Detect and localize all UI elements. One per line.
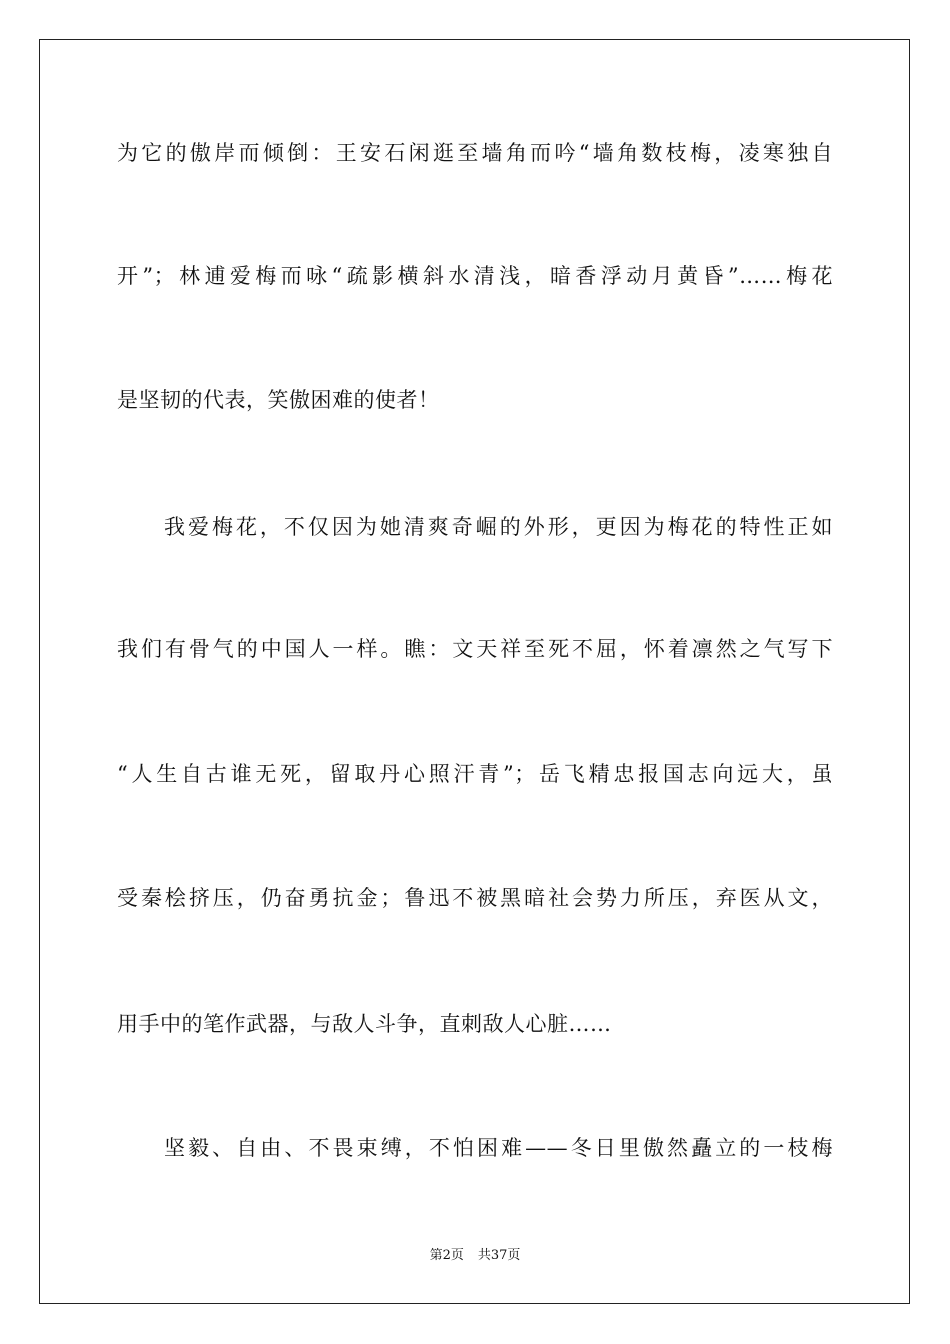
text-line: 受秦桧挤压，仍奋勇抗金；鲁迅不被黑暗社会势力所压，弃医从文， (117, 886, 833, 910)
total-pages: 共37页 (477, 1248, 521, 1263)
text-line: 为它的傲岸而倾倒：王安石闲逛至墙角而吟“墙角数枝梅，凌寒独自 (117, 141, 833, 165)
page-footer (0, 1247, 950, 1265)
text-line: 我们有骨气的中国人一样。瞧：文天祥至死不屈，怀着凛然之气写下 (117, 637, 833, 661)
text-line: 用手中的笔作武器，与敌人斗争，直刺敌人心脏…… (117, 1012, 612, 1036)
page-frame (39, 39, 910, 1304)
page-number: 第2页 (429, 1248, 464, 1263)
text-line: “人生自古谁无死，留取丹心照汗青”；岳飞精忠报国志向远大，虽 (117, 762, 833, 786)
paragraph-first-line: 我爱梅花，不仅因为她清爽奇崛的外形，更因为梅花的特性正如 (164, 515, 833, 539)
paragraph-first-line: 坚毅、自由、不畏束缚，不怕困难——冬日里傲然矗立的一枝梅 (164, 1136, 833, 1160)
text-line: 开”；林逋爱梅而咏“疏影横斜水清浅，暗香浮动月黄昏”……梅花 (117, 264, 833, 288)
text-line: 是坚韧的代表，笑傲困难的使者！ (117, 388, 440, 412)
